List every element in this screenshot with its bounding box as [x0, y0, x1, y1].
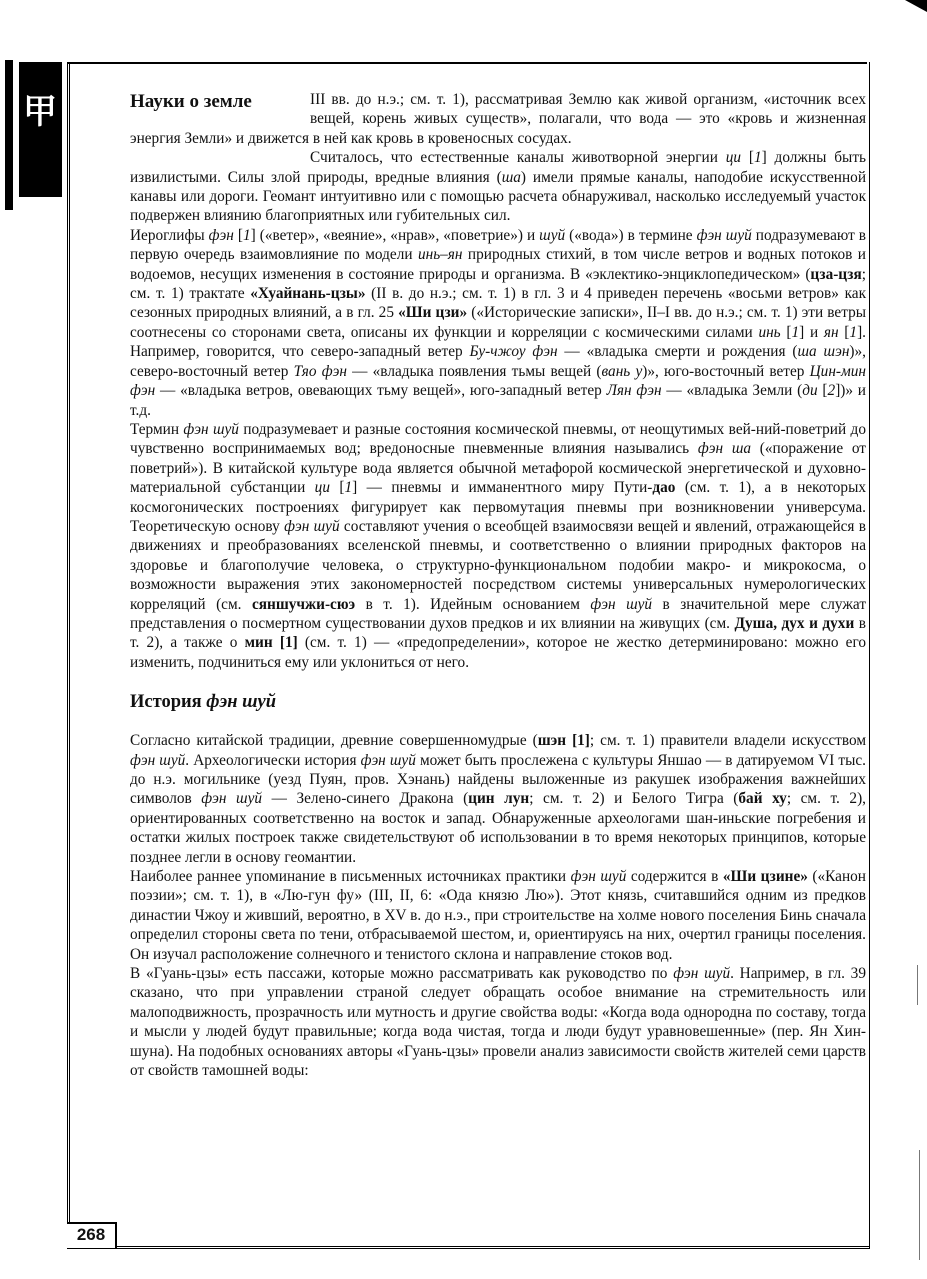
frame-bottom-rule — [67, 1246, 870, 1249]
section-heading: История фэн шуй — [130, 692, 277, 713]
text-run: фэн шуй — [590, 595, 653, 613]
text-run: — Зелено-синего Дракона ( — [262, 790, 469, 808]
text-run: ша шэн — [797, 343, 850, 361]
text-run: ; см. т. 1) правители владели искусством — [589, 732, 867, 750]
text-run: Душа, дух и духи — [734, 614, 855, 632]
text-run: В «Гуань-цзы» есть пассажи, которые можно рассматривать как руководство по — [130, 965, 674, 983]
section-title: Науки о земле — [130, 91, 252, 112]
text-run: бай ху — [738, 790, 787, 808]
text-run: Цин-мин фэн — [130, 362, 867, 400]
text-run: в т. 1). Идейным основанием — [355, 595, 591, 613]
text-run: ] — пневмы и имманентного миру Пути- — [352, 479, 653, 497]
text-run: мин [1] — [244, 634, 298, 652]
paragraph — [130, 964, 866, 1080]
text-run: [ — [780, 323, 792, 341]
text-run: содержится в — [626, 868, 723, 886]
scan-mark — [919, 1150, 920, 1260]
text-run: . Например, в гл. 39 сказано, что при управлении страной следует обращать особое внимание на стремительность или малоподвижность, прозрачность или мутность и другие свойства воды: «Когда вода однородна по составу, тогда и мысли у людей будут правильные; когда вода чистая, тогда и люди будут уравновешенные» (пер. Ян Хин-шуна). На подобных основаниях авторы «Гуань-цзы» провели анализ зависимости свойств жителей семи царств от свойств тамошней воды: — [130, 965, 866, 1080]
page-number: 268 — [76, 1225, 106, 1244]
text-run: может быть прослежена с культуры Яншао — в датируемом VI тыс. до н.э. могильнике (уезд Пуян, пров. Хэнань) найдены выложенные из ракушек изображения важнейших символов — [130, 751, 866, 808]
text-run: подразумевает и разные состояния космической пневмы, от неощутимых вей-ний-поветрий до чувственно воспринимаемых вод; вредоносные пневменные влияния назывались — [130, 420, 866, 458]
text-run: («Канон поэзии»; см. т. 1), в «Лю-гун фу» (III, II, 6: «Ода князю Лю»). Этот князь, считавшийся одним из предков династии Чжоу и живший, вероятно, в XV в. до н.э., при строительстве на холме нового поселения Бинь сначала определил стороны света по тени, отбрасываемой шестом, и, ориентируясь на них, очертил границы поселения. Он изучал расположение солнечного и тенистого склона и направление стоков вод. — [130, 868, 866, 963]
text-run: 1 — [849, 323, 858, 341]
text-run: — «владыка Земли ( — [661, 382, 803, 400]
text-run: цин лун — [468, 790, 530, 808]
chapter-glyph: 甲 — [23, 92, 57, 132]
text-run: фэн шуй — [183, 420, 239, 438]
text-run: )», северо-восточный ветер — [130, 343, 866, 380]
paragraph — [130, 867, 866, 964]
text-run: [ — [817, 382, 828, 400]
text-run: шуй — [539, 226, 566, 244]
text-run: («вода») в термине — [565, 226, 697, 244]
text-run: («поражение от поветрий»). В китайской культуре вода является обычной метафорой космической энергетической и духовно-материальной субстанции — [130, 440, 866, 497]
text-run: (II в. до н.э.; см. т. 1) в гл. 3 и 4 приведен перечень «восьми ветров» как сезонных природных влияний, а в гл. 25 — [130, 285, 866, 322]
corner-mark — [905, 0, 927, 12]
text-run: шэн [1] — [537, 732, 590, 750]
text-run: [ — [838, 323, 850, 341]
article-body — [130, 90, 866, 1081]
text-run: фэн шуй — [201, 790, 263, 808]
text-run: ] и — [799, 323, 824, 341]
text-run: ди — [802, 382, 818, 400]
text-run: ; см. т. 2) и Белого Тигра ( — [529, 790, 739, 808]
text-run: ]. Например, говорится, что северо-западный ветер — [130, 323, 866, 361]
text-run: Бу-чжоу фэн — [469, 343, 558, 361]
text-run: 2 — [827, 382, 836, 400]
text-run: фэн шуй — [130, 751, 186, 769]
text-run: в т. 2), а также о — [130, 614, 866, 652]
text-run: вань у — [601, 362, 643, 380]
text-run: фэн шуй — [673, 965, 731, 983]
text-run: ци — [314, 479, 330, 497]
text-run: Согласно китайской традиции, древние совершенномудрые ( — [130, 732, 538, 750]
text-run: дао — [652, 479, 676, 497]
text-run: «Ши цзине» — [722, 868, 808, 886]
text-run: 1 — [791, 323, 800, 341]
text-run: сяншучжи-сюэ — [251, 595, 356, 613]
text-run: (см. т. 1), а в некоторых космогонических построениях фигурирует как первомутация пневмы при возникновении универсума. Теоретическую основу — [130, 479, 866, 535]
text-run: Наиболее раннее упоминание в письменных источниках практики — [130, 868, 571, 886]
text-run: «Ши цзи» — [398, 304, 468, 322]
text-run: Иероглифы — [130, 226, 209, 244]
text-run: (см. т. 1) — «предопределении», которое не жестко детерминировано: можно его изменить, подчиниться ему или уклониться от него. — [130, 634, 866, 671]
text-run: фэн шуй — [696, 226, 752, 244]
text-run: цза-цзя — [810, 265, 862, 283]
text-run: [ — [233, 226, 243, 244]
text-run: фэн шуй — [360, 751, 416, 769]
text-run: )», юго-восточный ветер — [642, 362, 810, 380]
text-run: Тяо фэн — [293, 362, 347, 380]
text-run: ян — [823, 323, 839, 341]
scan-mark — [917, 965, 918, 1005]
text-run: фэн шуй — [570, 868, 627, 886]
text-run: составляют учения о всеобщей взаимосвязи вещей и явлений, отражающейся в движениях и преобразованиях вселенской пневмы, и соответственно о влиянии природных факторов на здоровье и благополучие человека, о структурно-функциональном подобии макро- и микрокосма, о возможности выражения этих закономерностей посредством системы универсальных нумерологических корреляций (см. — [130, 517, 866, 613]
frame-top-rule — [67, 62, 867, 64]
text-run: Термин — [130, 420, 184, 438]
text-run: — «владыка ветров, овевающих тьму вещей», юго-западный ветер — [155, 382, 607, 400]
paragraph: III вв. до н.э.; см. т. 1), рассматривая Землю как живой организм, «источник всех вещей, корень живых существ», полагали, что вода — это «кровь и жизненная энергия Земли» и движется в ней как кровь в кровеносных сосудах. — [130, 91, 866, 147]
text-run: ; см. т. 2), ориентированных соответственно на восток и запад. Обнаруженные археологами шан-иньские погребения и остатки жилых построек также свидетельствуют об использовании в то время некоторых принципов, которые позднее легли в основу геомантии. — [130, 790, 866, 866]
text-run: подразумевают в первую очередь взаимовлияние по модели — [130, 226, 867, 264]
paragraph — [130, 420, 866, 672]
text-run: Лян фэн — [606, 382, 662, 400]
text-run: природных стихий, в том числе ветров и водных потоков и водоемов, несущих изменения в состояние природы и организма. В «эклектико-энциклопедическом» ( — [130, 246, 866, 283]
text-run: ] («ветер», «веяние», «нрав», «поветрие») и — [250, 226, 540, 244]
text-run: фэн — [208, 226, 234, 244]
text-run: ])» и т.д. — [130, 382, 866, 419]
text-run: инь–ян — [417, 246, 463, 264]
text-run: в значительной мере служат представления о посмертном существовании духов предков и их влиянии на живущих (см. — [130, 595, 866, 632]
text-run: («Исторические записки», II–I вв. до н.э.; см. т. 1) эти ветры соотнесены со сторонами света, описаны их функции и корреляции с космическими силами — [130, 304, 866, 341]
page-number-box — [67, 1222, 117, 1248]
text-run: — «владыка появления тьмы вещей ( — [346, 362, 602, 380]
text-run: 1 — [344, 479, 353, 497]
text-run: инь — [758, 323, 781, 341]
text-run: «Хуайнань-цзы» — [250, 285, 366, 303]
frame-left-rule — [67, 62, 70, 1247]
text-run: ; см. т. 1) трактате — [130, 265, 866, 303]
paragraph: Считалось, что естественные каналы животворной энергии ци [1] должны быть извилистыми. Силы злой природы, вредные влияния (ша) имели прямые каналы, наподобие искусственной канавы или дороги. Геомант интуитивно или с помощью расчета обнаруживал, насколько исследуемый участок подвержен влиянию благоприятных или губительных сил. — [130, 149, 867, 225]
text-run: — «владыка смерти и рождения ( — [557, 343, 798, 361]
text-run: фэн шуй — [284, 517, 340, 535]
frame-right-rule — [869, 62, 870, 1249]
paragraph — [130, 226, 866, 420]
binding-bar — [5, 60, 13, 210]
text-run: фэн ша — [697, 440, 752, 458]
text-run: 1 — [243, 226, 251, 244]
text-run: . Археологически история — [185, 751, 361, 769]
text-run: [ — [329, 479, 345, 497]
paragraph — [130, 731, 866, 867]
